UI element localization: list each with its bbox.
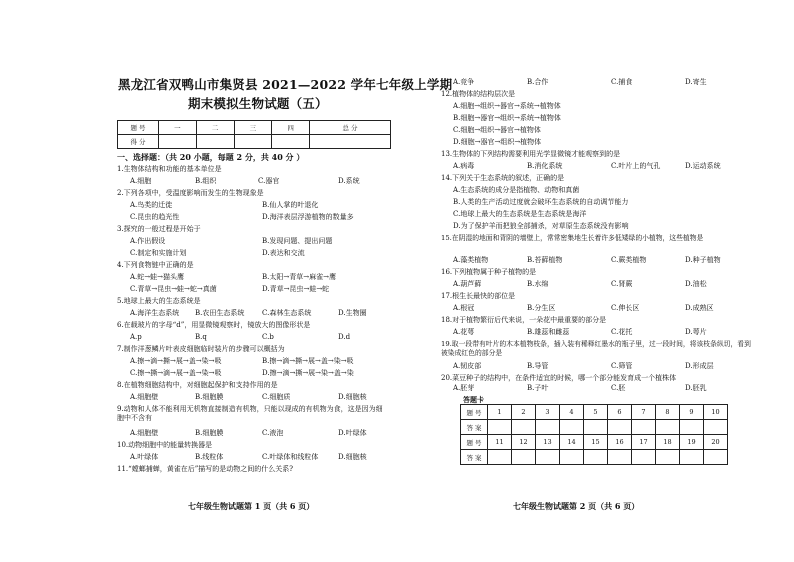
option-d[interactable]: D.d — [338, 333, 351, 341]
option-c[interactable]: C.肾蕨 — [611, 280, 633, 288]
question-number: 12 — [512, 435, 536, 450]
option-b[interactable]: B.合作 — [527, 78, 549, 86]
answer-cell[interactable] — [632, 420, 656, 435]
option-d[interactable]: D.成熟区 — [685, 304, 714, 312]
answer-cell[interactable] — [584, 450, 608, 465]
question-text: 1.生物体结构和功能的基本单位是 — [117, 165, 222, 173]
question-number: 2 — [512, 405, 536, 420]
row-label: 答 案 — [461, 450, 488, 465]
option-a[interactable]: A.海洋生态系统 — [130, 309, 180, 317]
question-text: 12.植物体的结构层次是 — [441, 90, 516, 98]
score-row-label: 得 分 — [118, 135, 159, 149]
section-heading: 一、选择题：（共 20 小题，每题 2 分，共 40 分 ） — [117, 152, 305, 162]
question-text: 6.在载玻片的字母“d”，用显微镜观察时，镜放大的图像形状是 — [117, 321, 311, 329]
option-d[interactable]: D.寄生 — [685, 78, 707, 86]
answer-cell[interactable] — [608, 450, 632, 465]
question-number: 5 — [584, 405, 608, 420]
question-number: 17 — [632, 435, 656, 450]
option-c[interactable]: C.b — [262, 333, 274, 341]
option-d[interactable]: D.运动系统 — [685, 162, 721, 170]
option-c[interactable]: C.筛管 — [611, 362, 633, 370]
option-b[interactable]: B.子叶 — [527, 384, 549, 392]
option-a[interactable]: A.藻类植物 — [453, 256, 489, 264]
option-c[interactable]: C.花托 — [611, 328, 633, 336]
question-text: 15.在阴湿的地面和背阴的墙壁上，常常密集地生长着许多低矮绿的小植物，这些植物是 — [441, 234, 704, 242]
option-c[interactable]: C.昆虫的趋光性 — [130, 213, 180, 221]
option-b[interactable]: B.擦→滴→撕→展→盖→染→吸 — [262, 357, 354, 365]
option-d[interactable]: D.形成层 — [685, 362, 714, 370]
option-b[interactable]: B.细胞→器官→组织→系统→植物体 — [453, 114, 561, 122]
question-number: 9 — [680, 405, 704, 420]
score-cell[interactable] — [272, 135, 310, 149]
question-number: 1 — [488, 405, 512, 420]
option-a[interactable]: A.根冠 — [453, 304, 475, 312]
question-text: 10.动物细胞中的能量转换器是 — [117, 441, 213, 449]
option-c[interactable]: C.细胞→组织→器官→植物体 — [453, 126, 541, 134]
option-c[interactable]: C.捕食 — [611, 78, 633, 86]
option-d[interactable]: D.细胞核 — [338, 393, 367, 401]
question-number: 16 — [608, 435, 632, 450]
option-a[interactable]: A.胚芽 — [453, 384, 475, 392]
option-d[interactable]: D.青草→昆虫→蛙→蛇 — [262, 285, 330, 293]
answer-cell[interactable] — [560, 450, 584, 465]
answer-card-table — [460, 404, 728, 465]
score-cell[interactable] — [310, 135, 391, 149]
question-number: 6 — [608, 405, 632, 420]
question-number: 11 — [488, 435, 512, 450]
option-a[interactable]: A.细胞→组织→器官→系统→植物体 — [453, 102, 561, 110]
question-text: 2.下列各项中，受温度影响而发生的生物现象是 — [117, 189, 264, 197]
option-b[interactable]: B.细胞膜 — [195, 393, 224, 401]
option-b[interactable]: B.细胞膜 — [195, 429, 224, 437]
option-b[interactable]: B.太阳→青草→麻雀→鹰 — [262, 273, 336, 281]
question-text: 14.下列关于生态系统的叙述，正确的是 — [441, 174, 565, 182]
question-text: 19.取一段带有叶片的木本植物枝条，插入装有稀释红墨水的瓶子里，过一段时间，将该枝条纵切，看到被染成红色的部分是 — [441, 340, 751, 357]
question-text: 13.生物体的下列结构需要利用光学显微镜才能观察到的是 — [441, 150, 621, 158]
option-d[interactable]: D.表达和交流 — [262, 249, 305, 257]
row-label: 题 号 — [461, 405, 488, 420]
question-number: 4 — [560, 405, 584, 420]
score-header-cell: 三 — [234, 121, 272, 135]
option-c[interactable]: C.擦→撕→滴→展→盖→染→吸 — [130, 369, 222, 377]
option-a[interactable]: A.生态系统的成分是指植物、动物和真菌 — [453, 186, 580, 194]
score-header-cell: 一 — [159, 121, 197, 135]
question-number: 20 — [704, 435, 728, 450]
option-a[interactable]: A.细胞 — [130, 177, 152, 185]
option-c[interactable]: C.制定和实施计划 — [130, 249, 187, 257]
answer-row — [461, 420, 728, 435]
answer-cell[interactable] — [536, 420, 560, 435]
question-number: 8 — [656, 405, 680, 420]
question-text: 16.下列植物属于种子植物的是 — [441, 268, 537, 276]
answer-cell[interactable] — [584, 420, 608, 435]
option-d[interactable]: D.种子植物 — [685, 256, 721, 264]
question-number: 7 — [632, 405, 656, 420]
question-text: 11.“螳螂捕蝉，黄雀在后”描写的是动物之间的什么关系? — [117, 465, 294, 473]
answer-cell[interactable] — [488, 450, 512, 465]
option-a[interactable]: A.竞争 — [453, 78, 475, 86]
exam-title-line1: 黑龙江省双鸭山市集贤县 2021—2022 学年七年级上学期 — [118, 77, 453, 92]
option-d[interactable]: D.海洋表层浮游植物的数量多 — [262, 213, 354, 221]
option-a[interactable]: A.鸟类的迁徙 — [130, 201, 173, 209]
option-a[interactable]: A.细胞壁 — [130, 393, 159, 401]
option-a[interactable]: A.p — [130, 333, 142, 341]
score-header-cell: 二 — [196, 121, 234, 135]
option-d[interactable]: D.油松 — [685, 280, 707, 288]
question-number: 19 — [680, 435, 704, 450]
option-d[interactable]: D.系统 — [338, 177, 360, 185]
question-text: 17.根生长最快的部位是 — [441, 292, 516, 300]
option-b[interactable]: B.q — [195, 333, 207, 341]
option-d[interactable]: D.细胞核 — [338, 453, 367, 461]
option-c[interactable]: C.蕨类植物 — [611, 256, 647, 264]
answer-cell[interactable] — [704, 420, 728, 435]
option-b[interactable]: B.导管 — [527, 362, 549, 370]
question-text: 8.在植物细胞结构中，对细胞起保护和支持作用的是 — [117, 381, 278, 389]
score-cell[interactable] — [159, 135, 197, 149]
question-number: 13 — [536, 435, 560, 450]
option-d[interactable]: D.生物圈 — [338, 309, 367, 317]
option-a[interactable]: A.细胞壁 — [130, 429, 159, 437]
option-a[interactable]: A.作出假设 — [130, 237, 166, 245]
option-c[interactable]: C.伸长区 — [611, 304, 640, 312]
option-a[interactable]: A.病毒 — [453, 162, 475, 170]
option-b[interactable]: B.分生区 — [527, 304, 556, 312]
option-c[interactable]: C.液泡 — [262, 429, 284, 437]
option-c[interactable]: C.叶片上的气孔 — [611, 162, 661, 170]
option-a[interactable]: A.蛇→蛙→猫头鹰 — [130, 273, 185, 281]
answer-cell[interactable] — [512, 450, 536, 465]
question-text: 4.下列食物链中正确的是 — [117, 261, 194, 269]
row-label: 题 号 — [461, 435, 488, 450]
question-number: 18 — [656, 435, 680, 450]
question-text: 20.菜豆种子的结构中，在条件适宜的时候，哪一个部分能发育成一个植株体 — [441, 374, 677, 382]
question-text: 7.制作洋葱鳞片叶表皮细胞临时装片的步骤可以概括为 — [117, 345, 285, 353]
option-c[interactable]: C.青草→昆虫→蛙→蛇→真菌 — [130, 285, 217, 293]
answer-cell[interactable] — [704, 450, 728, 465]
option-c[interactable]: C.森林生态系统 — [262, 309, 312, 317]
option-c[interactable]: C.地球上最大的生态系统是生态系统是海洋 — [453, 210, 587, 218]
option-b[interactable]: B.农田生态系统 — [195, 309, 245, 317]
score-header-cell: 四 — [272, 121, 310, 135]
page-footer: 七年级生物试题第 2 页（共 6 页） — [513, 501, 640, 511]
answer-number-row — [461, 435, 728, 450]
option-b[interactable]: B.仙人掌的叶退化 — [262, 201, 319, 209]
option-d[interactable]: D.擦→滴→撕→展→染→盖→染 — [262, 369, 354, 377]
option-d[interactable]: D.萼片 — [685, 328, 707, 336]
question-text: 5.地球上最大的生态系统是 — [117, 297, 201, 305]
option-c[interactable]: C.胚 — [611, 384, 626, 392]
answer-cell[interactable] — [680, 420, 704, 435]
question-number: 3 — [536, 405, 560, 420]
answer-cell[interactable] — [632, 450, 656, 465]
option-d[interactable]: D.胚乳 — [685, 384, 707, 392]
option-c[interactable]: C.细胞质 — [262, 393, 291, 401]
option-d[interactable]: D.叶绿体 — [338, 429, 367, 437]
question-text: 3.探究的一般过程是开始于 — [117, 225, 201, 233]
option-b[interactable]: B.水绵 — [527, 280, 549, 288]
answer-cell[interactable] — [656, 420, 680, 435]
page-footer: 七年级生物试题第 1 页（共 6 页） — [188, 501, 315, 511]
option-c[interactable]: C.器官 — [258, 177, 280, 185]
answer-cell[interactable] — [680, 450, 704, 465]
option-a[interactable]: A.擦→滴→撕→展→盖→染→吸 — [130, 357, 222, 365]
question-number: 15 — [584, 435, 608, 450]
exam-page-2 — [397, 0, 794, 562]
row-label: 答 案 — [461, 420, 488, 435]
answer-cell[interactable] — [560, 420, 584, 435]
option-d[interactable]: D.细胞→器官→组织→植物体 — [453, 138, 542, 146]
question-number: 14 — [560, 435, 584, 450]
answer-cell[interactable] — [512, 420, 536, 435]
answer-cell[interactable] — [536, 450, 560, 465]
exam-title-line2: 期末模拟生物试题（五） — [188, 96, 328, 111]
answer-card-title: 答题卡 — [463, 395, 484, 404]
option-d[interactable]: D.为了保护羊而把狼全部捕杀，对草原生态系统没有影响 — [453, 222, 629, 230]
option-b[interactable]: B.雄蕊和雌蕊 — [527, 328, 570, 336]
option-b[interactable]: B.人类的生产活动过度就会破坏生态系统的自动调节能力 — [453, 198, 629, 206]
option-b[interactable]: B.消化系统 — [527, 162, 563, 170]
option-b[interactable]: B.发现问题、提出问题 — [262, 237, 333, 245]
option-a[interactable]: A.叶绿体 — [130, 453, 159, 461]
option-c[interactable]: C.叶绿体和线粒体 — [262, 453, 319, 461]
score-table-row — [118, 135, 391, 149]
option-a[interactable]: A.葫芦藓 — [453, 280, 482, 288]
score-header-cell: 题 号 — [118, 121, 159, 135]
score-cell[interactable] — [234, 135, 272, 149]
option-a[interactable]: A.韧皮部 — [453, 362, 482, 370]
answer-cell[interactable] — [608, 420, 632, 435]
question-text: 9.动物和人体不能利用无机物直接制造有机物，只能以现成的有机物为食，这是因为细胞中不含有 — [117, 405, 383, 422]
answer-cell[interactable] — [656, 450, 680, 465]
score-table-header-row — [118, 121, 391, 135]
answer-number-row — [461, 405, 728, 420]
option-b[interactable]: B.组织 — [195, 177, 217, 185]
score-table — [117, 120, 391, 149]
question-text: 18.对于植物繁衍后代来说，一朵花中最重要的部分是 — [441, 316, 607, 324]
option-a[interactable]: A.花萼 — [453, 328, 475, 336]
score-cell[interactable] — [196, 135, 234, 149]
answer-row — [461, 450, 728, 465]
option-b[interactable]: B.苔藓植物 — [527, 256, 563, 264]
answer-cell[interactable] — [488, 420, 512, 435]
question-number: 10 — [704, 405, 728, 420]
score-header-cell: 总 分 — [310, 121, 391, 135]
option-b[interactable]: B.线粒体 — [195, 453, 224, 461]
